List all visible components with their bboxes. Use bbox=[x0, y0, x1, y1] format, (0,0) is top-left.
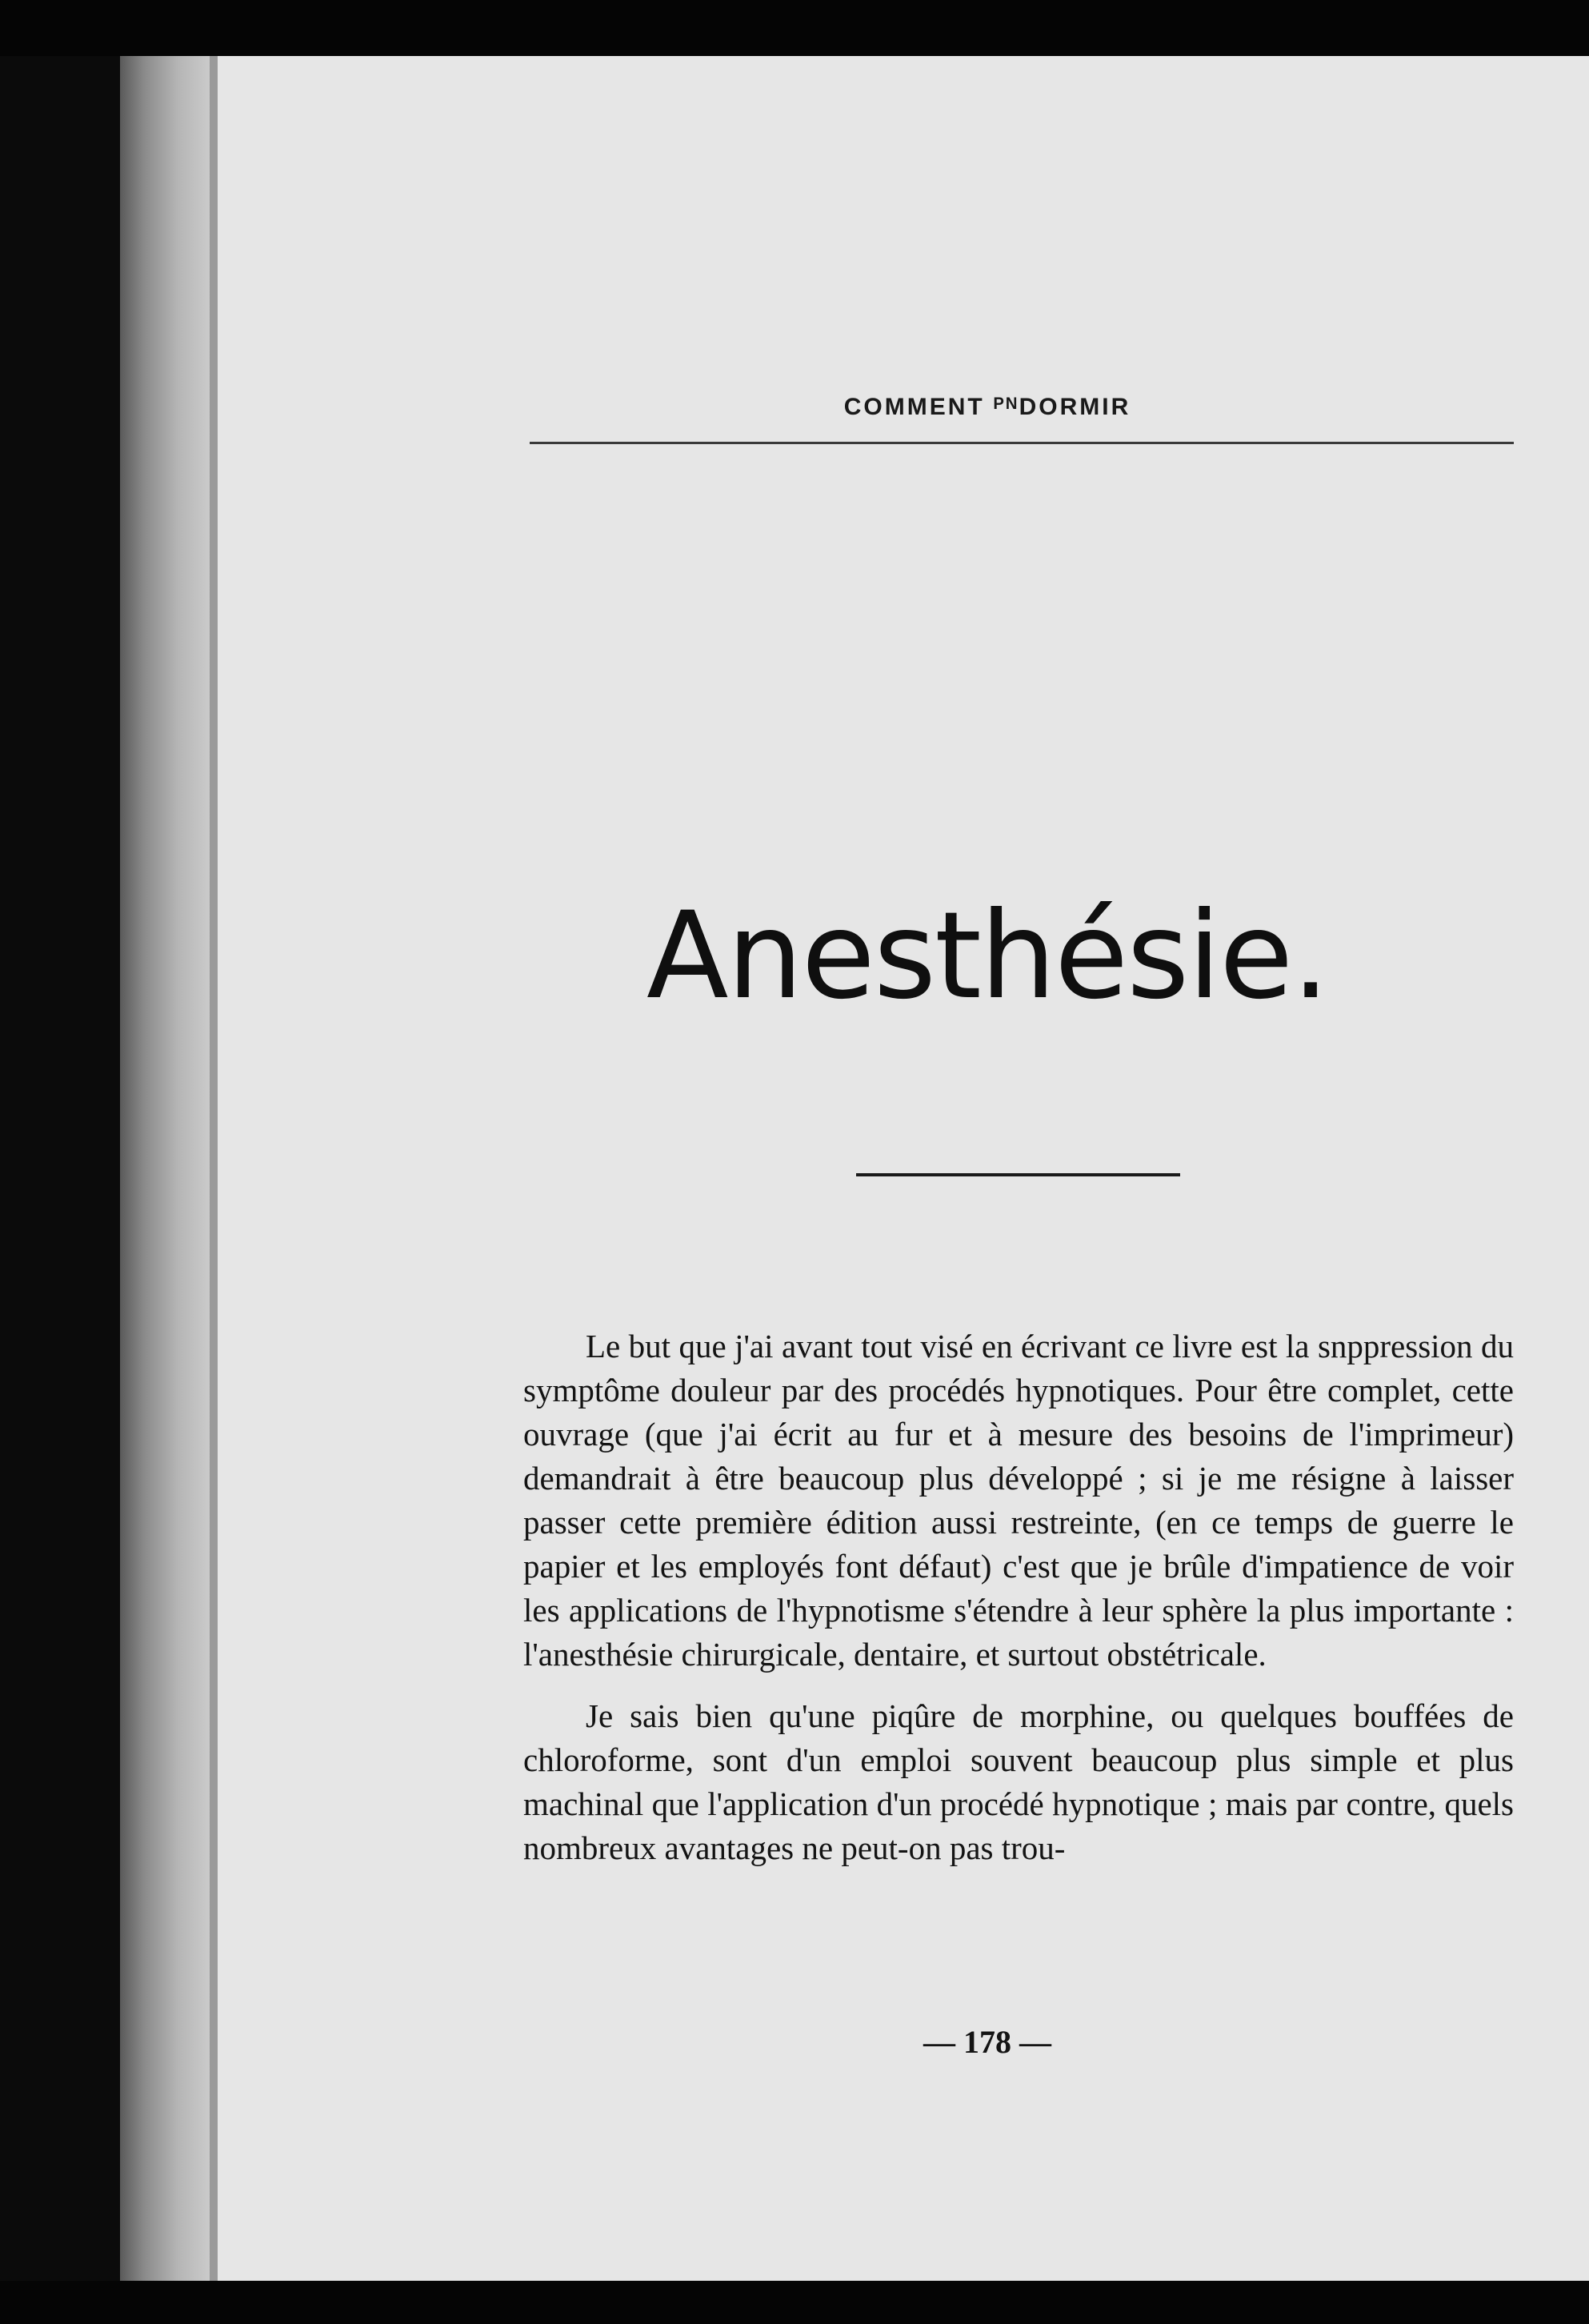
film-frame-bottom bbox=[0, 2281, 1589, 2324]
running-head: COMMENT ᴾᴺDORMIR bbox=[843, 394, 1131, 420]
page-number: — 178 — bbox=[923, 2024, 1051, 2060]
running-head-rule bbox=[530, 442, 1514, 444]
film-frame-top bbox=[0, 0, 1589, 56]
title-rule bbox=[856, 1173, 1180, 1176]
body-text bbox=[523, 1324, 1514, 1870]
spine-edge bbox=[210, 56, 218, 2281]
paragraph-1: Le but que j'ai avant tout visé en écrivant ce livre est la snppression du symptôme douleur par des procédés hypnotiques. Pour être complet, cette ouvrage (que j'ai écrit au fur et à mesure des besoins de l'imprimeur) demandrait à être beaucoup plus développé ; si je me résigne à laisser passer cette première édition aussi restreinte, (en ce temps de guerre le papier et les employés font défaut) c'est que je brûle d'impatience de voir les applications de l'hypnotisme s'étendre à leur sphère la plus importante : l'anesthésie chirurgicale, dentaire, et surtout obstétricale. bbox=[523, 1328, 1514, 1673]
chapter-title: Anesthésie. bbox=[646, 887, 1329, 1026]
book-page bbox=[218, 56, 1589, 2281]
paragraph-2: Je sais bien qu'une piqûre de morphine, ou quelques bouffées de chloroforme, sont d'un emploi souvent beaucoup plus simple et plus machinal que l'application d'un procédé hypnotique ; mais par contre, quels nombreux avantages ne peut-on pas trou- bbox=[523, 1697, 1514, 1866]
book-spine bbox=[120, 56, 216, 2281]
